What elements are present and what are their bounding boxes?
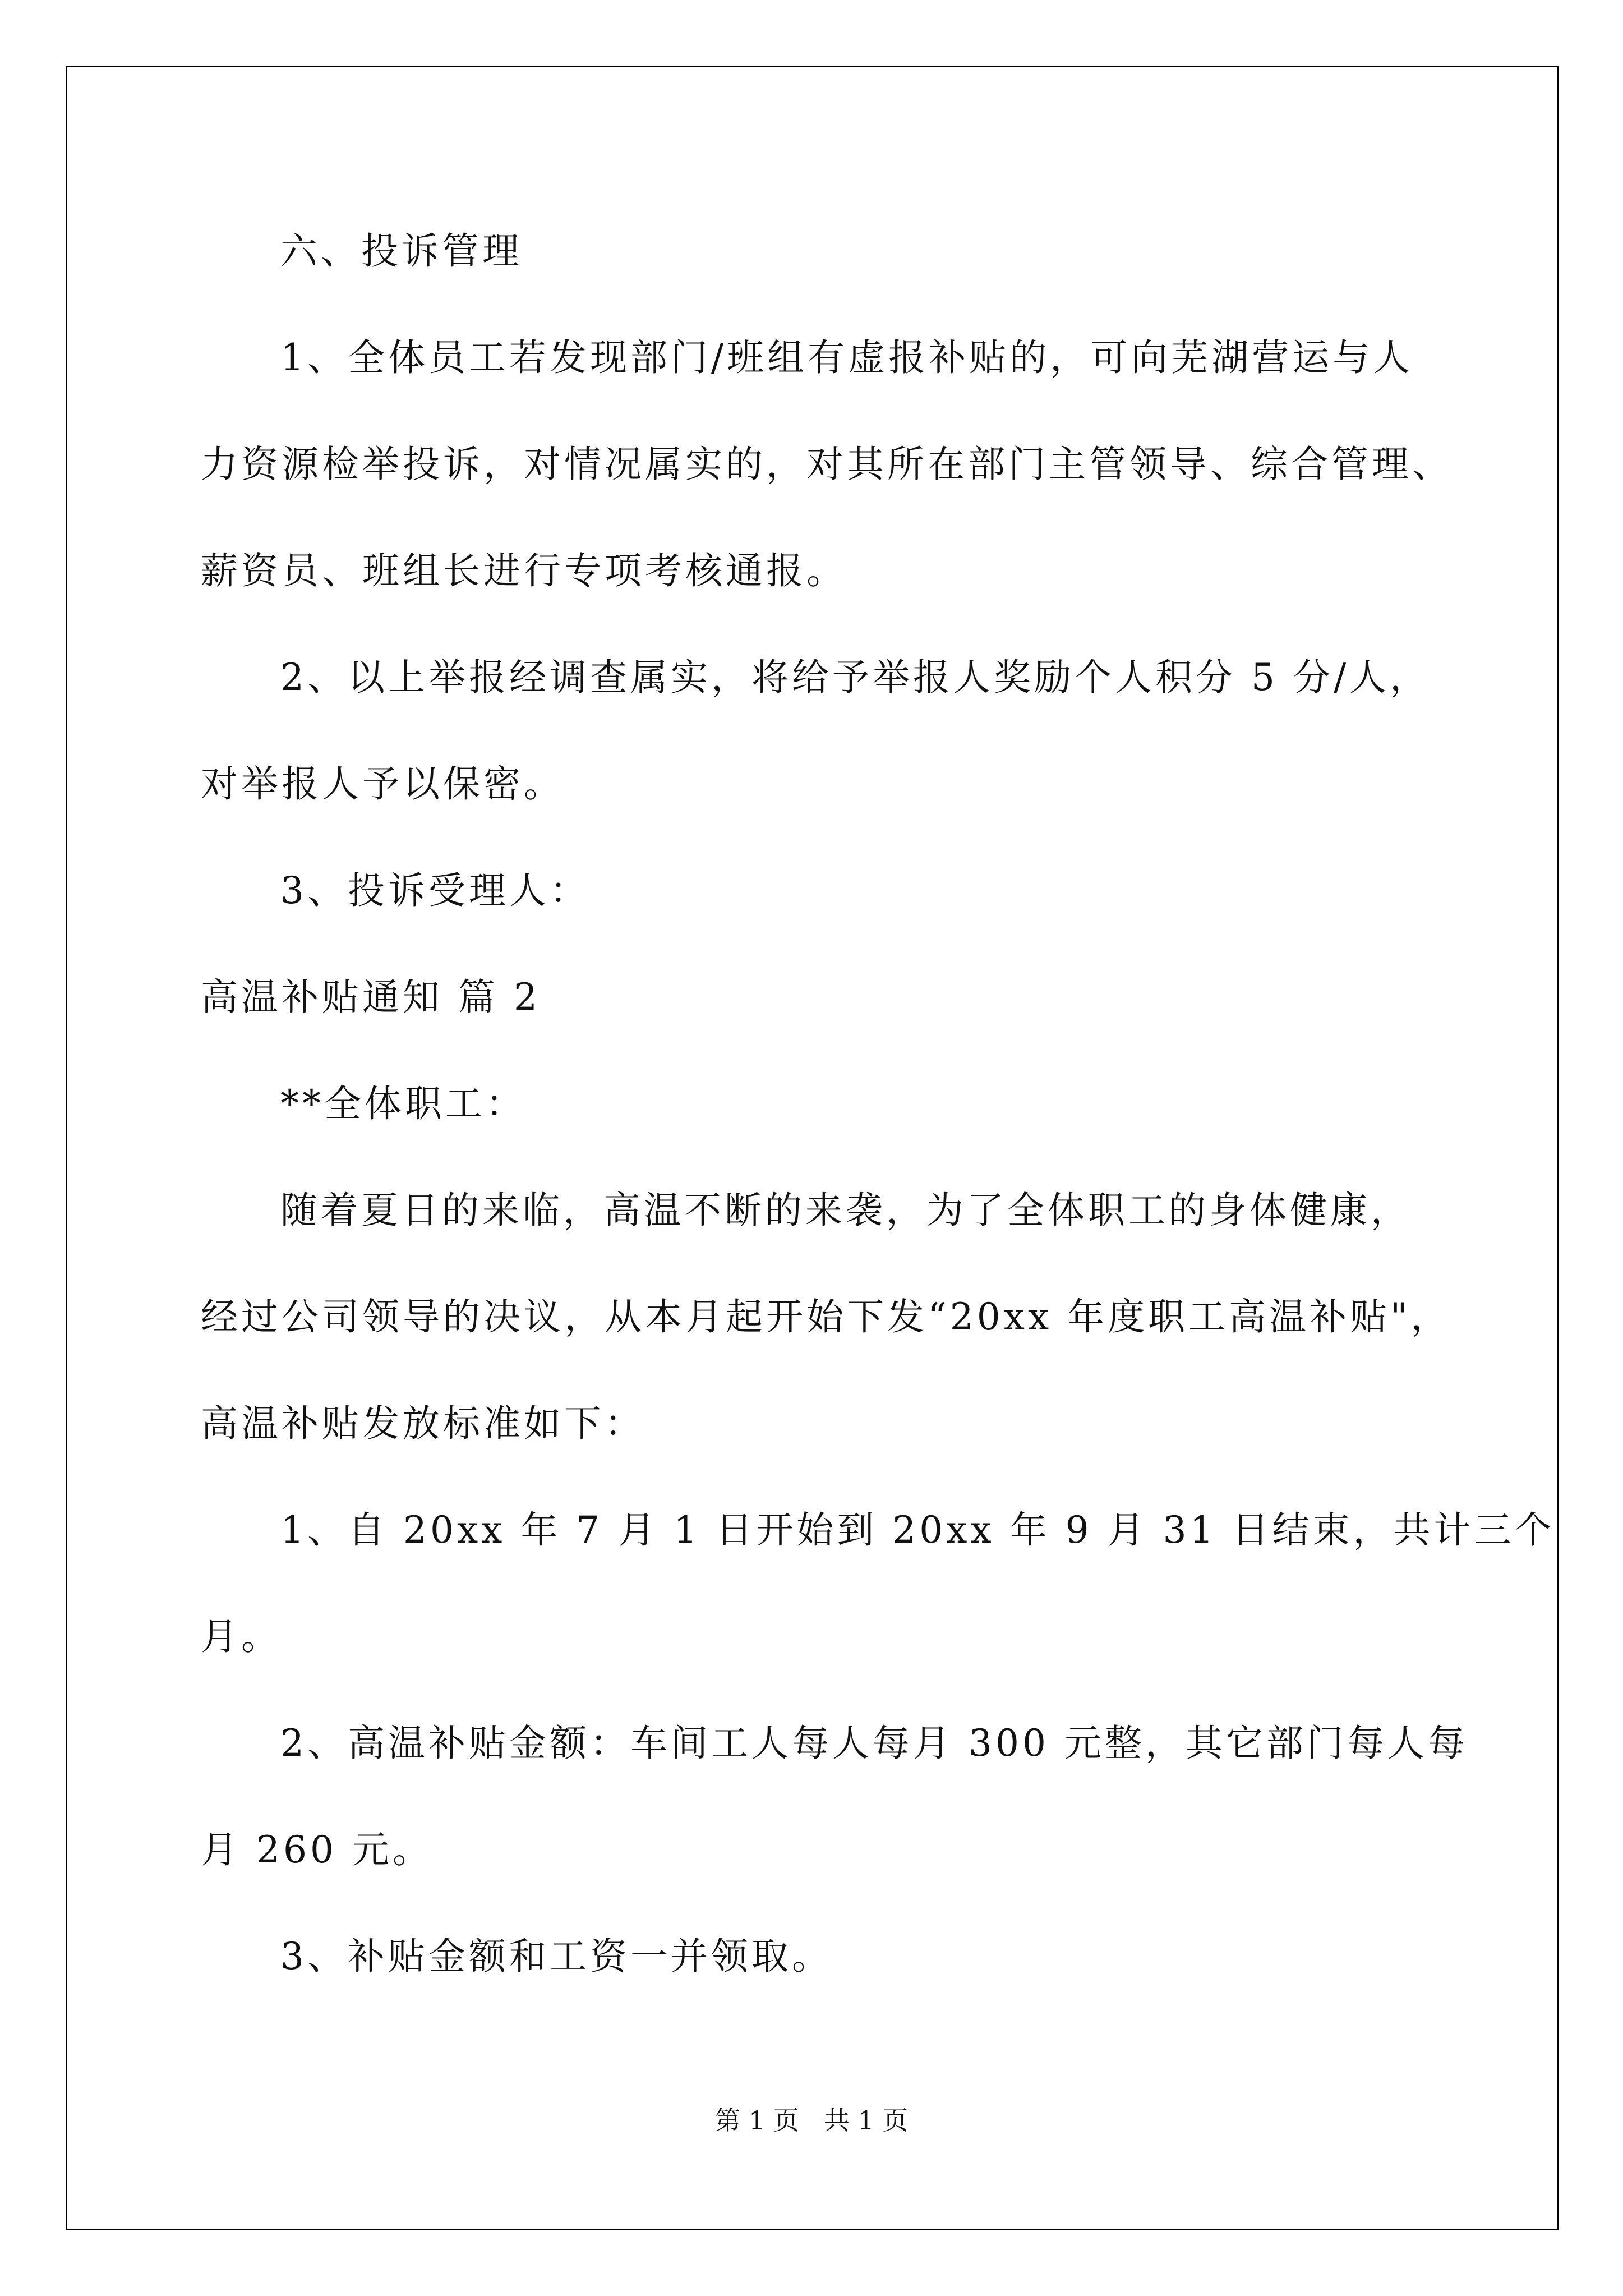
salutation: **全体职工： [280,1082,526,1125]
article-title: 高温补贴通知 篇 2 [201,976,541,1019]
paragraph-line: 1、全体员工若发现部门/班组有虚报补贴的，可向芜湖营运与人 [280,336,1414,379]
paragraph-line: 1、自 20xx 年 7 月 1 日开始到 20xx 年 9 月 31 日结束，共计三个 [280,1508,1555,1552]
paragraph-line: 2、以上举报经调查属实，将给予举报人奖励个人积分 5 分/人， [280,656,1431,699]
paragraph-line: 2、高温补贴金额：车间工人每人每月 300 元整，其它部门每人每 [280,1722,1468,1765]
page-number-footer: 第 1 页 共 1 页 [714,2105,909,2136]
section-heading-complaint-management: 六、投诉管理 [280,229,523,273]
paragraph-line: 3、补贴金额和工资一并领取。 [280,1935,832,1978]
paragraph-line: 薪资员、班组长进行专项考核通报。 [201,549,847,592]
paragraph-line: 随着夏日的来临，高温不断的来袭，为了全体职工的身体健康， [280,1189,1411,1232]
paragraph-line: 月。 [201,1615,282,1658]
paragraph-line: 月 260 元。 [201,1828,433,1871]
paragraph-line: 经过公司领导的决议，从本月起开始下发“20xx 年度职工高温补贴"， [201,1295,1451,1338]
paragraph-line: 对举报人予以保密。 [201,762,564,806]
paragraph-line: 高温补贴发放标准如下： [201,1402,645,1445]
paragraph-line: 3、投诉受理人： [280,869,590,912]
page-border [66,66,1559,2230]
paragraph-line: 力资源检举投诉，对情况属实的，对其所在部门主管领导、综合管理、 [201,443,1453,486]
